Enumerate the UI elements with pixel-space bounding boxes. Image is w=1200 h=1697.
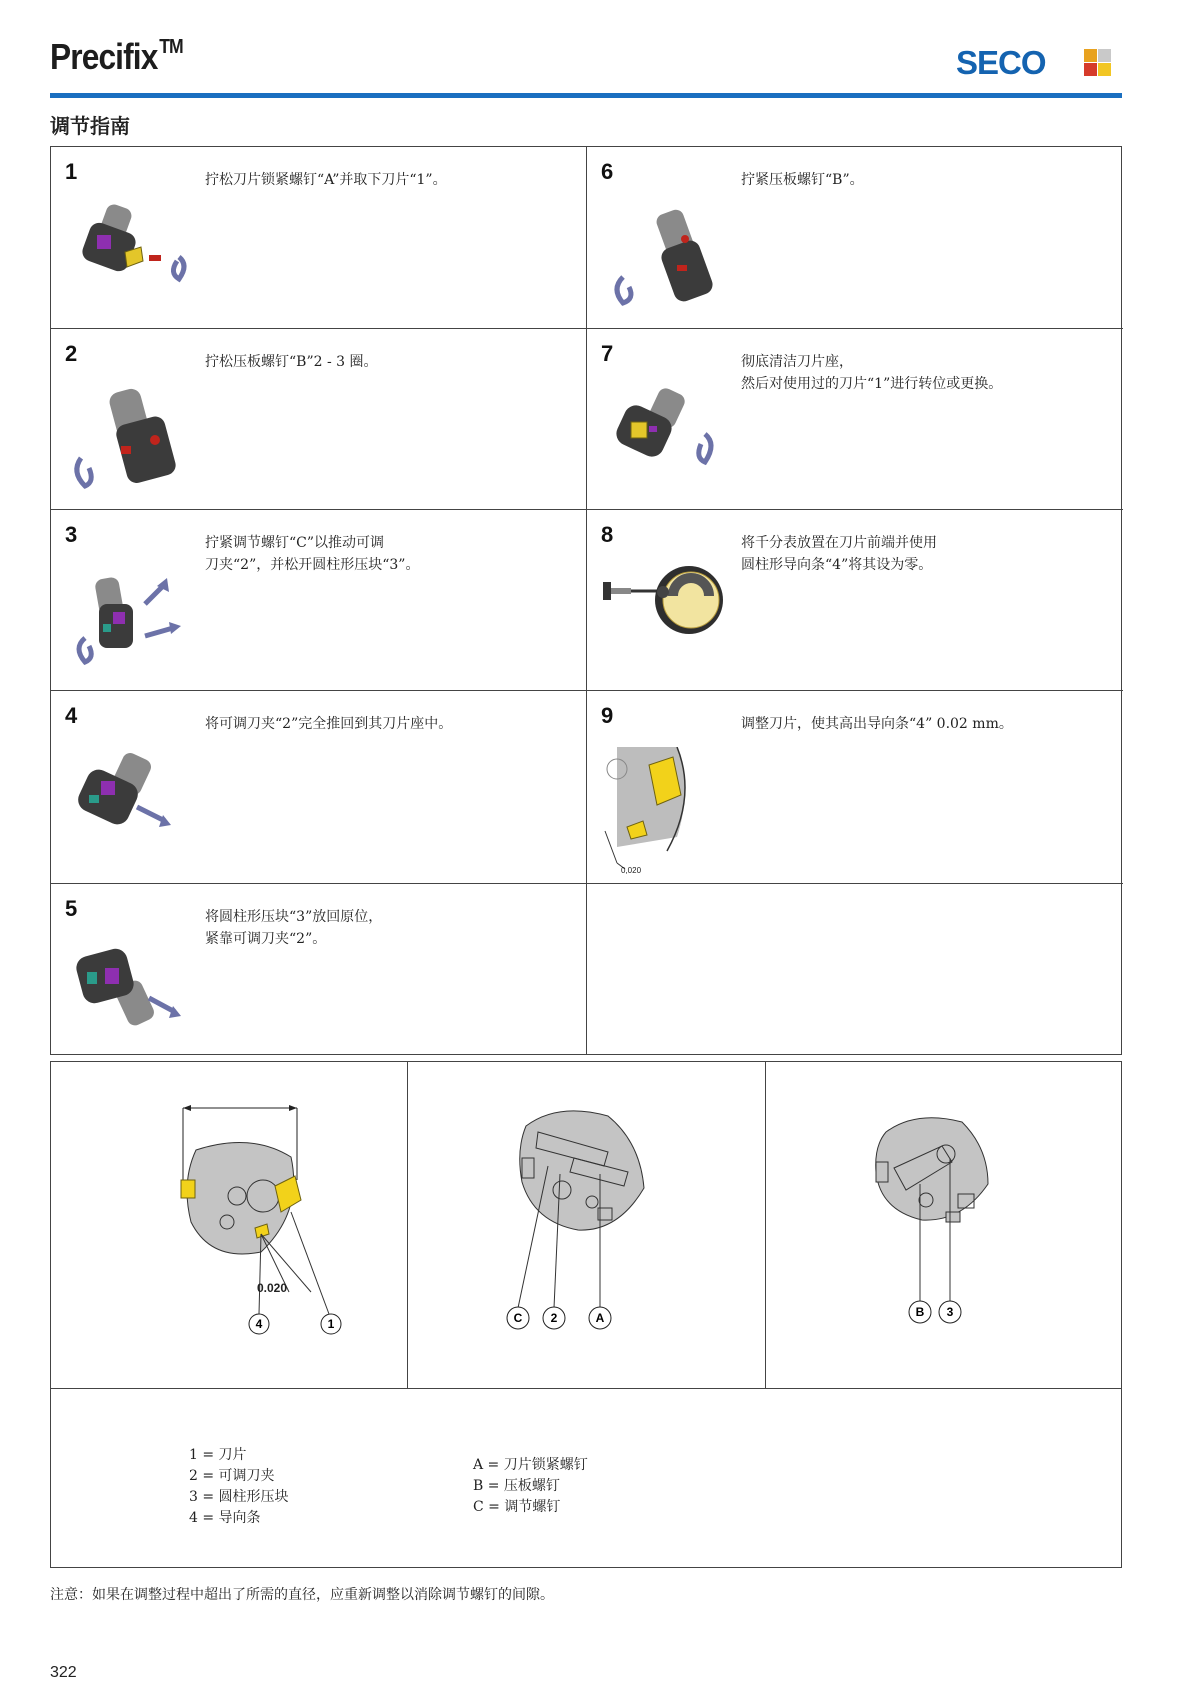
seco-logo bbox=[956, 46, 1116, 80]
callout-2 bbox=[543, 1307, 565, 1329]
callout-a bbox=[589, 1307, 611, 1329]
step-text: 拧紧压板螺钉“B”。 bbox=[741, 172, 864, 188]
step-cell bbox=[587, 147, 1123, 329]
step-cell bbox=[587, 329, 1123, 510]
logo-square bbox=[1098, 49, 1111, 62]
step-number: 5 bbox=[65, 896, 78, 921]
legend-item: C = 调节螺钉 bbox=[473, 1499, 561, 1515]
dial-indicator-illustration bbox=[597, 560, 727, 640]
callout-label: 3 bbox=[946, 1305, 954, 1319]
step-text: 将圆柱形压块“3”放回原位， 紧靠可调刀夹“2”。 bbox=[205, 909, 383, 947]
callout-label: 1 bbox=[327, 1317, 335, 1331]
diagram-row bbox=[50, 1061, 1122, 1389]
callout-label: B bbox=[915, 1305, 925, 1319]
diagram-screws-b3 bbox=[766, 1062, 1121, 1388]
step-text: 将可调刀夹“2”完全推回到其刀片座中。 bbox=[205, 716, 453, 732]
brand-name: Precifix bbox=[50, 36, 158, 77]
tool-illustration bbox=[601, 384, 731, 484]
note-text: 注意：如果在调整过程中超出了所需的直径，应重新调整以消除调节螺钉的间隙。 bbox=[50, 1587, 554, 1603]
tool-illustration bbox=[65, 942, 195, 1042]
callout-label: 4 bbox=[255, 1317, 263, 1331]
step-number: 7 bbox=[601, 341, 614, 366]
callout-4 bbox=[249, 1314, 269, 1334]
step-cell bbox=[51, 691, 587, 884]
callout-label: A bbox=[595, 1311, 605, 1325]
step-number: 1 bbox=[65, 159, 78, 184]
step-cell bbox=[51, 510, 587, 691]
legend-item: B = 压板螺钉 bbox=[473, 1478, 560, 1494]
section-title: 调节指南 bbox=[50, 114, 130, 138]
tool-illustration bbox=[63, 566, 193, 678]
legend-item: 1 = 刀片 bbox=[189, 1447, 247, 1463]
parts-legend bbox=[189, 1445, 289, 1529]
dimension-label: 0.020 bbox=[257, 1281, 288, 1295]
step-number: 4 bbox=[65, 703, 78, 728]
logo-text: SECO bbox=[956, 44, 1046, 81]
step-text: 拧紧调节螺钉“C”以推动可调 刀夹“2”，并松开圆柱形压块“3”。 bbox=[205, 535, 420, 573]
step-cell bbox=[51, 329, 587, 510]
step-number: 9 bbox=[601, 703, 614, 728]
diagram-drawing bbox=[766, 1062, 1121, 1388]
step-cell bbox=[51, 147, 587, 329]
legend-item: 4 = 导向条 bbox=[189, 1510, 261, 1526]
tool-illustration bbox=[65, 751, 195, 851]
diagram-drawing bbox=[51, 1062, 408, 1388]
trademark: TM bbox=[159, 36, 183, 58]
callout-label: 2 bbox=[550, 1311, 558, 1325]
diagram-insert-height bbox=[51, 1062, 408, 1388]
page-number: 322 bbox=[50, 1664, 77, 1681]
step-number: 6 bbox=[601, 159, 614, 184]
callout-c bbox=[507, 1307, 529, 1329]
logo-square bbox=[1098, 63, 1111, 76]
step-text: 将千分表放置在刀片前端并使用 圆柱形导向条“4”将其设为零。 bbox=[741, 535, 937, 573]
step-number: 8 bbox=[601, 522, 614, 547]
empty-cell bbox=[587, 884, 1123, 1054]
step-text: 调整刀片，使其高出导向条“4” 0.02 mm。 bbox=[741, 716, 1013, 732]
step-text: 拧松压板螺钉“B”2 - 3 圈。 bbox=[205, 354, 378, 370]
logo-square bbox=[1084, 49, 1097, 62]
callout-label: C bbox=[513, 1311, 523, 1325]
diagram-drawing bbox=[408, 1062, 766, 1388]
step-number: 2 bbox=[65, 341, 78, 366]
tool-illustration bbox=[607, 207, 727, 319]
callout-3 bbox=[939, 1301, 961, 1323]
header-rule bbox=[50, 93, 1122, 98]
legend-item: A = 刀片锁紧螺钉 bbox=[473, 1457, 588, 1473]
step-number: 3 bbox=[65, 522, 78, 547]
step-cell bbox=[51, 884, 587, 1054]
step-cell bbox=[587, 510, 1123, 691]
steps-table bbox=[50, 146, 1122, 1055]
legend-item: 3 = 圆柱形压块 bbox=[189, 1489, 289, 1505]
legend-item: 2 = 可调刀夹 bbox=[189, 1468, 275, 1484]
step9-dimension: 0,020 bbox=[621, 866, 642, 875]
screws-legend bbox=[473, 1455, 588, 1518]
legend-box bbox=[50, 1389, 1122, 1568]
insert-height-illustration bbox=[597, 747, 697, 877]
logo-square bbox=[1084, 63, 1097, 76]
callout-1 bbox=[321, 1314, 341, 1334]
step-cell bbox=[587, 691, 1123, 884]
diagram-screws-ac bbox=[408, 1062, 766, 1388]
step-text: 彻底清洁刀片座， 然后对使用过的刀片“1”进行转位或更换。 bbox=[741, 354, 1003, 392]
callout-b bbox=[909, 1301, 931, 1323]
brand-title bbox=[50, 36, 183, 78]
tool-illustration bbox=[63, 197, 193, 292]
step-text: 拧松刀片锁紧螺钉“A”并取下刀片“1”。 bbox=[205, 172, 447, 188]
tool-illustration bbox=[65, 384, 195, 496]
